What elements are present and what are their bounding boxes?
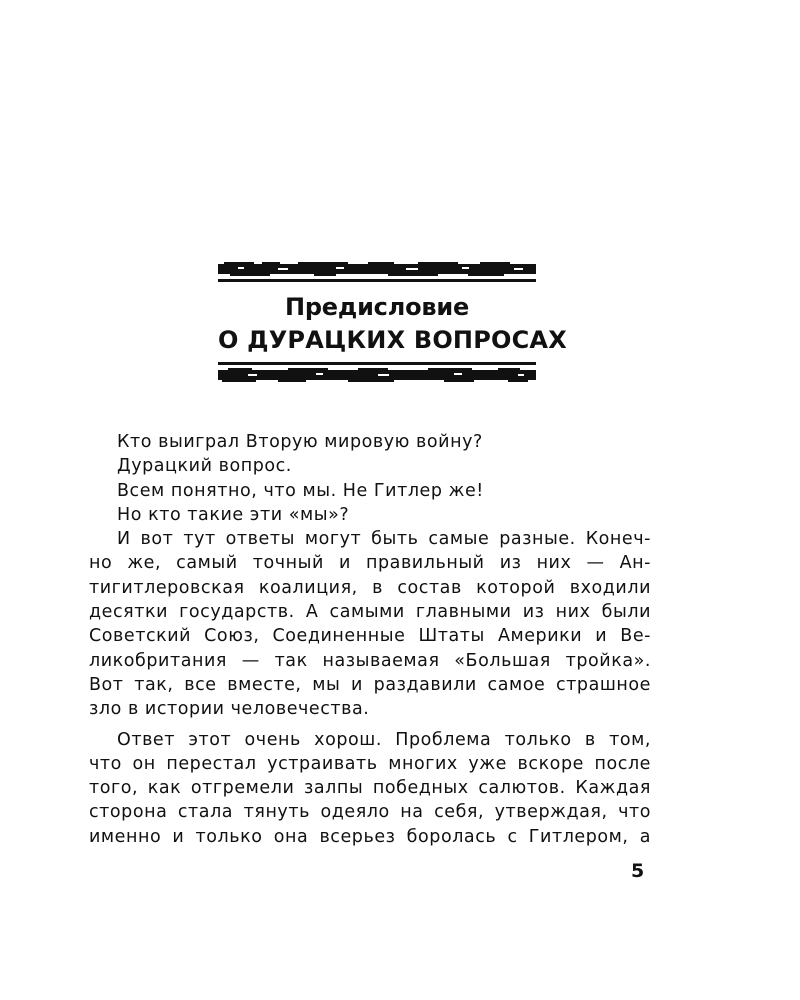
text-line: Дурацкий вопрос.	[117, 456, 292, 477]
text-line: тигитлеровская коалиция, в состав которой входили	[89, 577, 651, 598]
text-line: Всем понятно, что мы. Не Гитлер же!	[117, 480, 484, 501]
decorative-grunge-bar-bottom	[218, 368, 536, 382]
chapter-title: О ДУРАЦКИХ ВОПРОСАХ	[218, 326, 567, 354]
text-line: Советский Союз, Соединенные Штаты Америки и Ве-	[89, 626, 651, 647]
text-line: ликобритания — так называемая «Большая тройка».	[89, 650, 651, 671]
body-text	[89, 430, 651, 849]
text-line: Но кто такие эти «мы»?	[117, 504, 350, 525]
heading-rule-top	[218, 279, 536, 282]
text-line: сторона стала тянуть одеяло на себя, утверждая, что	[89, 802, 651, 823]
text-line: десятки государств. А самыми главными из них были	[89, 602, 651, 623]
text-line: И вот тут ответы могут быть самые разные. Конеч-	[117, 529, 651, 550]
text-line: зло в истории человечества.	[89, 699, 370, 720]
chapter-subtitle: Предисловие	[284, 293, 470, 321]
text-line: Кто выиграл Вторую мировую войну?	[117, 432, 483, 452]
chapter-heading	[218, 262, 567, 382]
text-line: Ответ этот очень хорош. Проблема только в том,	[117, 729, 651, 750]
page-number: 5	[631, 860, 645, 882]
text-line: что он перестал устраивать многих уже вскоре после	[89, 753, 651, 774]
text-line: того, как отгремели залпы победных салютов. Каждая	[89, 778, 651, 799]
text-line: Вот так, все вместе, мы и раздавили самое страшное	[89, 674, 651, 695]
text-line: но же, самый точный и правильный из них — Ан-	[89, 553, 651, 574]
decorative-grunge-bar-top	[218, 262, 536, 276]
text-line: именно и только она всерьез боролась с Гитлером, а	[89, 826, 651, 847]
